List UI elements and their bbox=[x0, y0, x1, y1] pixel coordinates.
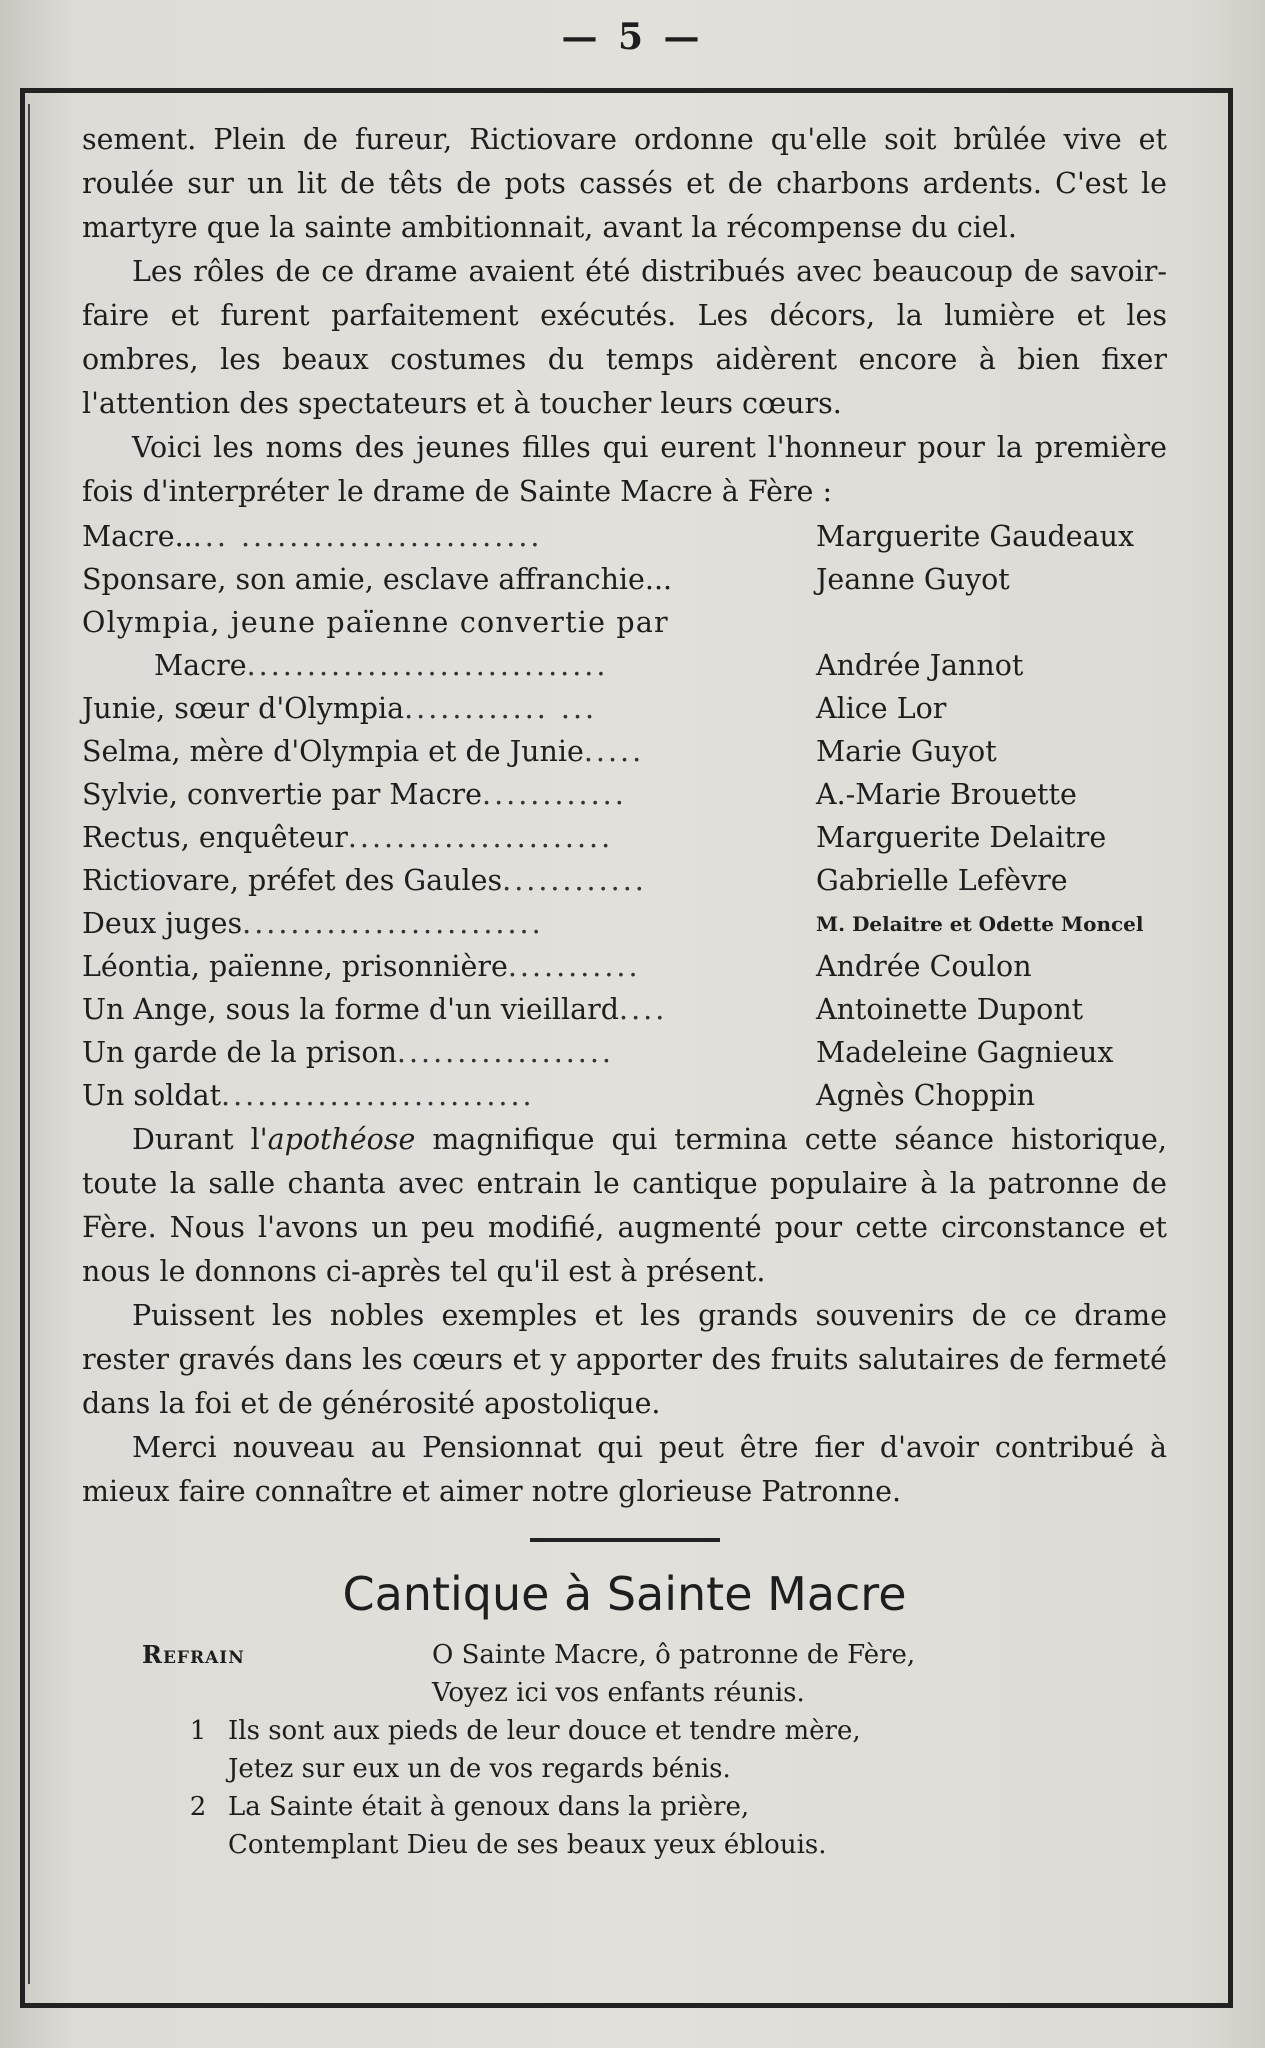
refrain-line: Voyez ici vos enfants réunis. bbox=[432, 1678, 805, 1708]
leader-dots: ........... bbox=[507, 950, 641, 983]
cast-actor: Marguerite Delaitre bbox=[816, 821, 1107, 854]
cast-row bbox=[82, 688, 1167, 731]
leader-dots: .............................. bbox=[246, 649, 609, 682]
hymn-verse bbox=[78, 1788, 1167, 1864]
cast-list bbox=[82, 516, 1167, 1118]
cast-role: Sylvie, convertie par Macre............ bbox=[82, 773, 772, 817]
leader-dots: .................. bbox=[396, 1036, 614, 1069]
leader-dots: ............ bbox=[482, 778, 627, 811]
hymn-refrain bbox=[82, 1636, 1167, 1712]
leader-dots: ...................... bbox=[347, 821, 614, 854]
cast-actor: Andrée Coulon bbox=[816, 950, 1032, 983]
verse-line: Jetez sur eux un de vos regards bénis. bbox=[228, 1754, 731, 1784]
cast-row bbox=[82, 946, 1167, 989]
cast-row bbox=[82, 731, 1167, 774]
cast-actor: Antoinette Dupont bbox=[816, 993, 1084, 1026]
cast-role: Un Ange, sous la forme d'un vieillard.... bbox=[82, 988, 772, 1032]
cast-actor: M. Delaitre et Odette Moncel bbox=[816, 912, 1144, 936]
cast-actor: Gabrielle Lefèvre bbox=[816, 864, 1068, 897]
cast-row bbox=[82, 860, 1167, 903]
cast-role: Selma, mère d'Olympia et de Junie..... bbox=[82, 730, 772, 774]
cast-actor: Madeleine Gagnieux bbox=[816, 1036, 1114, 1069]
cast-role: Un garde de la prison.................. bbox=[82, 1031, 772, 1075]
cast-role: Olympia, jeune païenne convertie par bbox=[82, 606, 669, 639]
cast-role: Sponsare, son amie, esclave affranchie... bbox=[82, 563, 673, 596]
verse-line: La Sainte était à genoux dans la prière, bbox=[228, 1792, 750, 1822]
hymn-verse bbox=[78, 1712, 1167, 1788]
cast-role: Un soldat.......................... bbox=[82, 1074, 772, 1118]
cast-role: Rectus, enquêteur...................... bbox=[82, 816, 772, 860]
cast-role-continuation: Macre.............................. bbox=[82, 644, 772, 688]
leader-dots: ..... bbox=[583, 735, 645, 768]
cast-row bbox=[82, 989, 1167, 1032]
cast-actor: Marie Guyot bbox=[816, 735, 997, 768]
cast-actor: Jeanne Guyot bbox=[816, 563, 1010, 596]
cast-row bbox=[82, 903, 1167, 946]
leader-dots: .... bbox=[619, 993, 668, 1026]
page-body bbox=[82, 118, 1167, 1864]
refrain-line: O Sainte Macre, ô patronne de Fère, bbox=[432, 1640, 916, 1670]
paragraph-continuation: sement. Plein de fureur, Rictiovare ordonne qu'elle soit brûlée vive et roulée sur un lit de têts de pots cassés et de charbons ardents. C'est le martyre que la sainte ambitionnait, avant la récompense du ciel. bbox=[82, 123, 1167, 244]
cast-row bbox=[82, 1032, 1167, 1075]
paragraph-exemples: Puissent les nobles exemples et les grands souvenirs de ce drame rester gravés dans les cœurs et y apporter des fruits salutaires de fermeté dans la foi et de générosité apostolique. bbox=[82, 1299, 1167, 1420]
cast-row bbox=[82, 774, 1167, 817]
cast-actor: A.-Marie Brouette bbox=[816, 778, 1077, 811]
cast-row bbox=[82, 516, 1167, 559]
paragraph-merci: Merci nouveau au Pensionnat qui peut être fier d'avoir contribué à mieux faire connaître et aimer notre glorieuse Patronne. bbox=[82, 1431, 1167, 1508]
page-number: — 5 — bbox=[561, 16, 704, 58]
section-divider bbox=[530, 1538, 720, 1542]
leader-dots: ............ ... bbox=[404, 692, 598, 725]
paragraph-cast-intro: Voici les noms des jeunes filles qui eurent l'honneur pour la première fois d'interpréter le drame de Sainte Macre à Fère : bbox=[82, 431, 1167, 508]
italic-term: apothéose bbox=[267, 1123, 416, 1156]
paragraph-roles: Les rôles de ce drame avaient été distribués avec beaucoup de savoir-faire et furent parfaitement exécutés. Les décors, la lumière et les ombres, les beaux costumes du temps aidèrent encore à bien fixer l'attention des spectateurs et à toucher leurs cœurs. bbox=[82, 255, 1167, 420]
cast-actor: Marguerite Gaudeaux bbox=[816, 520, 1135, 553]
hymn-title: Cantique à Sainte Macre bbox=[342, 1567, 907, 1621]
verse-number: 2 bbox=[189, 1792, 207, 1822]
cast-row bbox=[82, 645, 1167, 688]
paragraph-apotheose: Durant l'apothéose magnifique qui termina cette séance historique, toute la salle chanta avec entrain le cantique populaire à la patronne de Fère. Nous l'avons un peu modifié, augmenté pour cette circonstance et nous le donnons ci-après tel qu'il est à présent. bbox=[82, 1123, 1167, 1288]
leader-dots: ......................... bbox=[242, 907, 544, 940]
leader-dots: .......................... bbox=[221, 1079, 535, 1112]
cast-row bbox=[82, 559, 1167, 602]
refrain-label: Refrain bbox=[142, 1640, 245, 1669]
cast-actor: Agnès Choppin bbox=[816, 1079, 1036, 1112]
leader-dots: ............ bbox=[502, 864, 647, 897]
verse-line: Contemplant Dieu de ses beaux yeux éblouis. bbox=[228, 1830, 827, 1860]
cast-row bbox=[82, 1075, 1167, 1118]
cast-row bbox=[82, 602, 1167, 645]
verse-line: Ils sont aux pieds de leur douce et tendre mère, bbox=[228, 1716, 861, 1746]
cast-role: Deux juges......................... bbox=[82, 902, 772, 946]
cast-role: Junie, sœur d'Olympia............ ... bbox=[82, 687, 772, 731]
verse-number: 1 bbox=[189, 1716, 207, 1746]
cast-row bbox=[82, 817, 1167, 860]
cast-actor: Alice Lor bbox=[816, 692, 947, 725]
cast-role: Léontia, païenne, prisonnière........... bbox=[82, 945, 772, 989]
cast-actor: Andrée Jannot bbox=[816, 649, 1024, 682]
cast-role: Macre..... ......................... bbox=[82, 515, 772, 559]
cast-role: Rictiovare, préfet des Gaules............ bbox=[82, 859, 772, 903]
leader-dots: ... ......................... bbox=[192, 520, 543, 553]
